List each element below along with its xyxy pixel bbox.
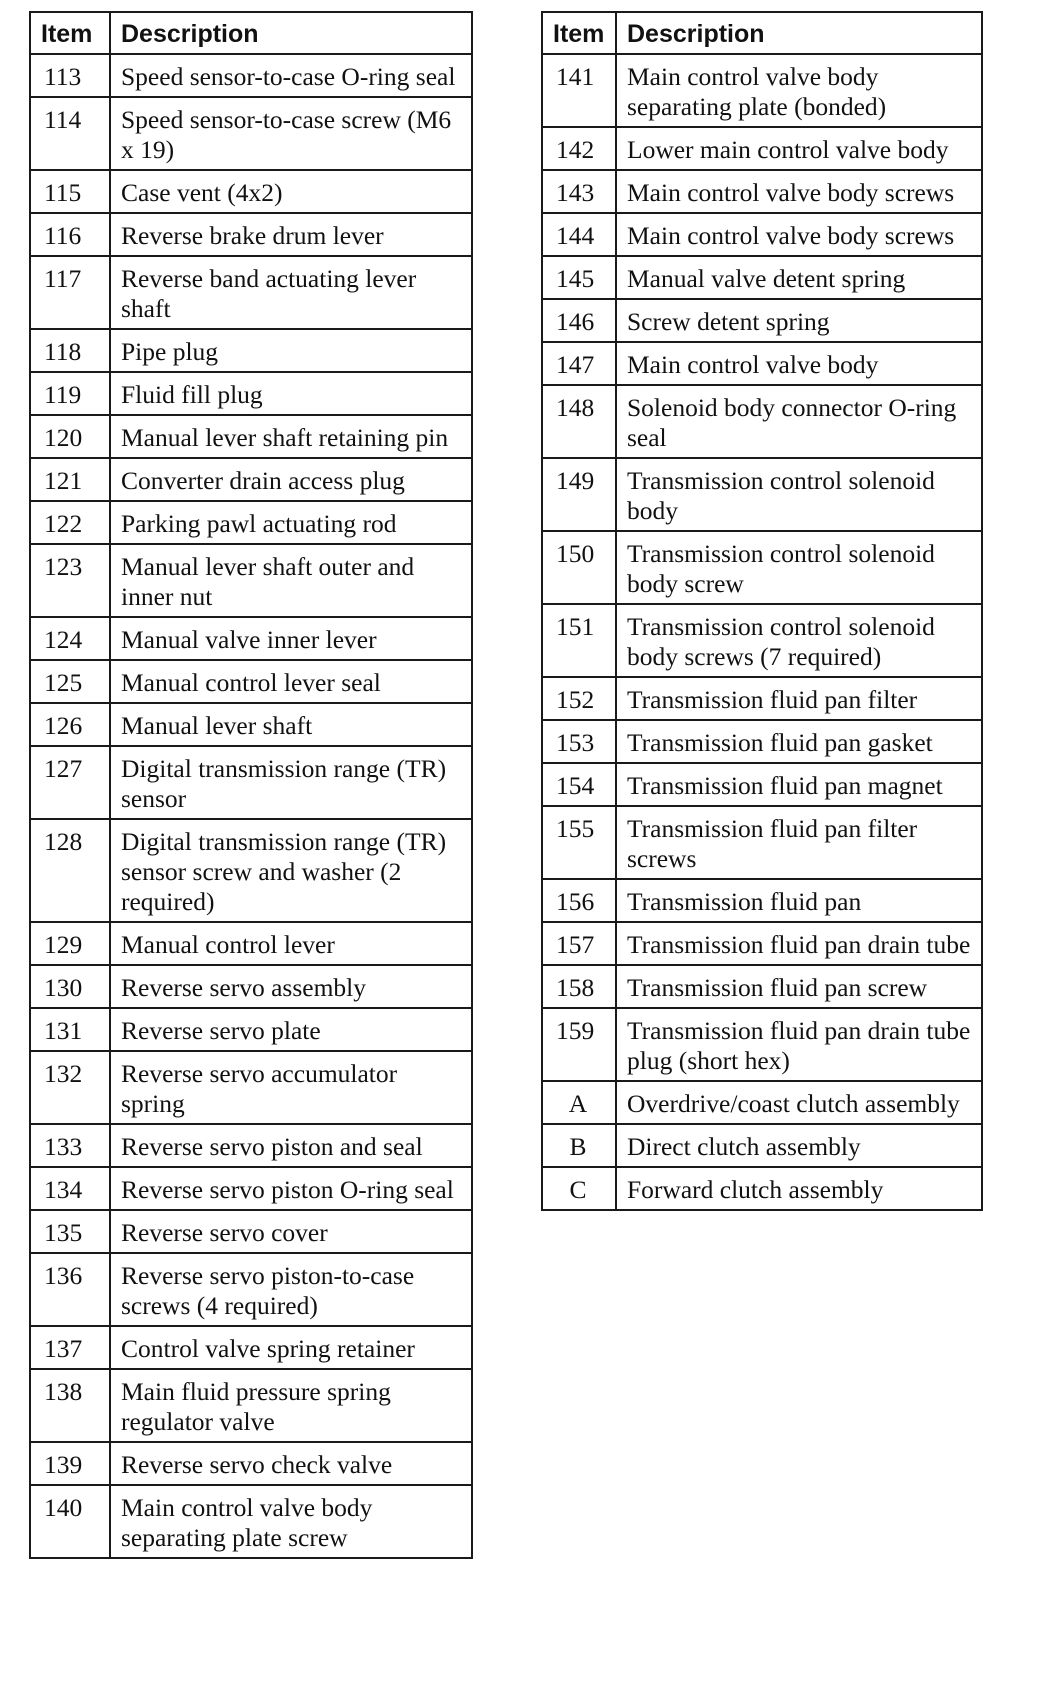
- item-description: Lower main control valve body: [616, 127, 982, 170]
- item-number: 129: [30, 922, 110, 965]
- item-description: Transmission fluid pan filter screws: [616, 806, 982, 879]
- item-description: Transmission fluid pan filter: [616, 677, 982, 720]
- item-description: Manual lever shaft outer and inner nut: [110, 544, 472, 617]
- table-row: [30, 1210, 472, 1253]
- item-number: 141: [542, 54, 616, 127]
- item-description: Reverse servo check valve: [110, 1442, 472, 1485]
- table-row: [542, 385, 982, 458]
- table-row: [30, 660, 472, 703]
- table-row: [30, 415, 472, 458]
- item-description: Transmission fluid pan drain tube: [616, 922, 982, 965]
- item-description: Reverse servo cover: [110, 1210, 472, 1253]
- item-number: 133: [30, 1124, 110, 1167]
- item-number: 137: [30, 1326, 110, 1369]
- item-description: Reverse servo plate: [110, 1008, 472, 1051]
- table-row: [30, 1369, 472, 1442]
- table-row: [30, 329, 472, 372]
- item-number: 153: [542, 720, 616, 763]
- item-number: A: [542, 1081, 616, 1124]
- table-row: [30, 458, 472, 501]
- table-row: [30, 746, 472, 819]
- item-description: Pipe plug: [110, 329, 472, 372]
- table-row: [542, 213, 982, 256]
- item-description: Main control valve body separating plate screw: [110, 1485, 472, 1558]
- table-row: [30, 617, 472, 660]
- item-number: 139: [30, 1442, 110, 1485]
- table-row: [542, 127, 982, 170]
- item-description: Main control valve body: [616, 342, 982, 385]
- item-description: Manual lever shaft: [110, 703, 472, 746]
- item-number: 117: [30, 256, 110, 329]
- table-row: [542, 256, 982, 299]
- table-row: [30, 1167, 472, 1210]
- item-number: B: [542, 1124, 616, 1167]
- item-number: 124: [30, 617, 110, 660]
- item-description: Manual control lever: [110, 922, 472, 965]
- item-number: 131: [30, 1008, 110, 1051]
- item-number: 140: [30, 1485, 110, 1558]
- table-row: [542, 531, 982, 604]
- item-description: Main fluid pressure spring regulator valve: [110, 1369, 472, 1442]
- table-row: [30, 1253, 472, 1326]
- item-number: 148: [542, 385, 616, 458]
- table-row: [542, 604, 982, 677]
- item-number: C: [542, 1167, 616, 1210]
- item-description: Manual valve detent spring: [616, 256, 982, 299]
- item-description: Transmission fluid pan gasket: [616, 720, 982, 763]
- parts-table-left: [29, 11, 473, 1559]
- item-description: Transmission fluid pan drain tube plug (short hex): [616, 1008, 982, 1081]
- item-number: 154: [542, 763, 616, 806]
- item-description: Manual valve inner lever: [110, 617, 472, 660]
- item-number: 123: [30, 544, 110, 617]
- table-row: [542, 965, 982, 1008]
- item-description: Direct clutch assembly: [616, 1124, 982, 1167]
- item-number: 146: [542, 299, 616, 342]
- table-row: [542, 677, 982, 720]
- header-item: Item: [30, 12, 110, 54]
- item-number: 119: [30, 372, 110, 415]
- item-number: 120: [30, 415, 110, 458]
- item-description: Reverse servo piston-to-case screws (4 required): [110, 1253, 472, 1326]
- table-row: [30, 1442, 472, 1485]
- item-number: 125: [30, 660, 110, 703]
- table-row: [542, 879, 982, 922]
- table-row: [30, 501, 472, 544]
- table-row: [30, 703, 472, 746]
- table-row: [542, 54, 982, 127]
- item-description: Manual lever shaft retaining pin: [110, 415, 472, 458]
- item-number: 155: [542, 806, 616, 879]
- item-number: 138: [30, 1369, 110, 1442]
- item-description: Digital transmission range (TR) sensor screw and washer (2 required): [110, 819, 472, 922]
- item-description: Converter drain access plug: [110, 458, 472, 501]
- item-number: 145: [542, 256, 616, 299]
- item-description: Transmission control solenoid body screws (7 required): [616, 604, 982, 677]
- table-row: [30, 965, 472, 1008]
- table-row: [542, 170, 982, 213]
- table-row: [542, 299, 982, 342]
- item-description: Reverse servo piston O-ring seal: [110, 1167, 472, 1210]
- item-number: 115: [30, 170, 110, 213]
- table-row: [30, 819, 472, 922]
- item-description: Transmission control solenoid body screw: [616, 531, 982, 604]
- table-row: [30, 256, 472, 329]
- item-description: Main control valve body screws: [616, 170, 982, 213]
- table-row: [542, 1081, 982, 1124]
- item-description: Manual control lever seal: [110, 660, 472, 703]
- item-number: 142: [542, 127, 616, 170]
- item-number: 122: [30, 501, 110, 544]
- header-row: [542, 12, 982, 54]
- item-number: 128: [30, 819, 110, 922]
- table-row: [30, 922, 472, 965]
- table-row: [542, 458, 982, 531]
- parts-table-right: [541, 11, 983, 1211]
- item-number: 113: [30, 54, 110, 97]
- item-description: Transmission control solenoid body: [616, 458, 982, 531]
- item-description: Case vent (4x2): [110, 170, 472, 213]
- item-description: Main control valve body screws: [616, 213, 982, 256]
- header-row: [30, 12, 472, 54]
- item-number: 116: [30, 213, 110, 256]
- header-description: Description: [616, 12, 982, 54]
- table-row: [542, 1008, 982, 1081]
- item-description: Transmission fluid pan screw: [616, 965, 982, 1008]
- item-number: 150: [542, 531, 616, 604]
- item-description: Fluid fill plug: [110, 372, 472, 415]
- item-description: Main control valve body separating plate (bonded): [616, 54, 982, 127]
- item-description: Transmission fluid pan: [616, 879, 982, 922]
- item-description: Parking pawl actuating rod: [110, 501, 472, 544]
- item-description: Overdrive/coast clutch assembly: [616, 1081, 982, 1124]
- header-description: Description: [110, 12, 472, 54]
- table-row: [30, 1326, 472, 1369]
- item-description: Forward clutch assembly: [616, 1167, 982, 1210]
- table-row: [542, 342, 982, 385]
- table-row: [30, 1008, 472, 1051]
- item-number: 118: [30, 329, 110, 372]
- header-item: Item: [542, 12, 616, 54]
- item-number: 143: [542, 170, 616, 213]
- item-description: Digital transmission range (TR) sensor: [110, 746, 472, 819]
- item-number: 156: [542, 879, 616, 922]
- item-description: Solenoid body connector O-ring seal: [616, 385, 982, 458]
- parts-table-left-body: [30, 54, 472, 1558]
- table-row: [30, 1051, 472, 1124]
- item-number: 157: [542, 922, 616, 965]
- parts-table-right-body: [542, 54, 982, 1210]
- table-row: [30, 544, 472, 617]
- item-number: 159: [542, 1008, 616, 1081]
- item-description: Speed sensor-to-case screw (M6 x 19): [110, 97, 472, 170]
- item-number: 151: [542, 604, 616, 677]
- item-number: 135: [30, 1210, 110, 1253]
- item-description: Reverse brake drum lever: [110, 213, 472, 256]
- item-description: Speed sensor-to-case O-ring seal: [110, 54, 472, 97]
- table-row: [542, 922, 982, 965]
- item-number: 114: [30, 97, 110, 170]
- item-number: 127: [30, 746, 110, 819]
- table-row: [542, 720, 982, 763]
- item-number: 126: [30, 703, 110, 746]
- table-row: [30, 372, 472, 415]
- item-description: Reverse servo accumulator spring: [110, 1051, 472, 1124]
- table-row: [542, 1167, 982, 1210]
- item-number: 121: [30, 458, 110, 501]
- item-number: 149: [542, 458, 616, 531]
- table-row: [30, 170, 472, 213]
- item-description: Control valve spring retainer: [110, 1326, 472, 1369]
- item-number: 132: [30, 1051, 110, 1124]
- item-number: 134: [30, 1167, 110, 1210]
- table-row: [542, 763, 982, 806]
- table-row: [542, 806, 982, 879]
- item-number: 130: [30, 965, 110, 1008]
- table-row: [30, 97, 472, 170]
- item-description: Reverse servo assembly: [110, 965, 472, 1008]
- item-number: 136: [30, 1253, 110, 1326]
- table-row: [30, 1124, 472, 1167]
- table-row: [30, 213, 472, 256]
- table-row: [30, 1485, 472, 1558]
- item-description: Reverse band actuating lever shaft: [110, 256, 472, 329]
- item-description: Reverse servo piston and seal: [110, 1124, 472, 1167]
- item-number: 144: [542, 213, 616, 256]
- item-number: 147: [542, 342, 616, 385]
- item-description: Screw detent spring: [616, 299, 982, 342]
- item-number: 158: [542, 965, 616, 1008]
- item-description: Transmission fluid pan magnet: [616, 763, 982, 806]
- table-row: [542, 1124, 982, 1167]
- item-number: 152: [542, 677, 616, 720]
- table-row: [30, 54, 472, 97]
